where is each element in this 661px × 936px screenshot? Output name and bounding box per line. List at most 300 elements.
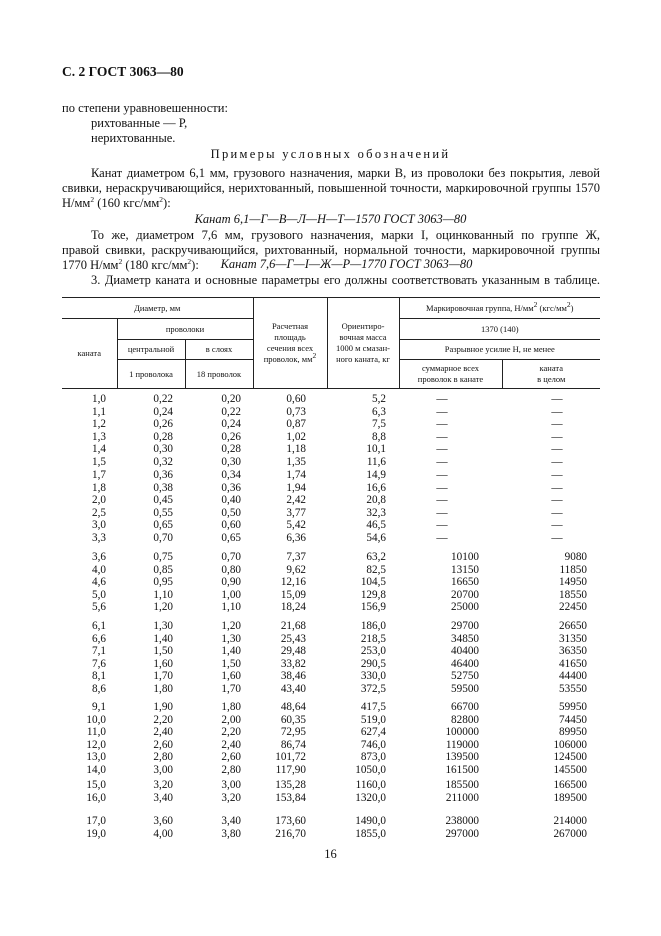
table-cell: 15,0 <box>86 779 106 791</box>
example-text: Канат диаметром 6,1 мм, грузового назначения, марки В, из проволоки без покрытия, левой <box>91 166 600 180</box>
table-cell: — <box>436 494 448 507</box>
th-diameter: Диаметр, мм <box>62 298 253 319</box>
table-cell: 3,80 <box>221 827 241 840</box>
table-cell: 6,6 <box>92 632 106 645</box>
table-cell: — <box>436 443 448 456</box>
table-cell: 3,20 <box>153 779 173 791</box>
table-cell: — <box>551 519 563 532</box>
table-cell: 36350 <box>559 645 587 658</box>
table-cell: 2,60 <box>221 751 241 764</box>
th-rope: каната <box>62 319 117 389</box>
table-cell: 0,28 <box>221 443 241 456</box>
table-cell: 1,10 <box>221 601 241 614</box>
table-cell: 1,90 <box>153 701 173 713</box>
table-row-group <box>62 620 600 696</box>
table-cell: 0,55 <box>153 506 173 519</box>
table-cell: 2,60 <box>153 738 173 751</box>
th-breaking-force: Разрывное усилие Н, не менее <box>399 340 600 360</box>
example-text: 1770 $Н/мм^2$ (180 кгс/$мм^2$): <box>62 256 199 272</box>
table-cell: 60,35 <box>280 713 306 726</box>
table-cell: 1490,0 <box>355 815 386 827</box>
table-cell: 54,6 <box>366 531 386 544</box>
table-cell: 0,36 <box>153 469 173 481</box>
table-cell: 238000 <box>445 815 479 827</box>
table-cell: — <box>436 430 448 443</box>
table-cell: 82,5 <box>366 563 386 576</box>
table-cell: 43,40 <box>280 682 306 695</box>
table-header <box>62 297 600 389</box>
table-cell: 14,0 <box>86 763 106 776</box>
table-cell: 18,24 <box>280 601 306 614</box>
table-cell: 7,1 <box>92 645 106 658</box>
table-cell: 3,6 <box>92 551 106 563</box>
table-cell: 2,20 <box>221 726 241 739</box>
table-cell: 6,1 <box>92 620 106 632</box>
table-cell: 1,80 <box>221 701 241 713</box>
table-cell: 1,00 <box>221 588 241 601</box>
table-row <box>62 815 600 828</box>
table-cell: 0,50 <box>221 506 241 519</box>
table-cell: 3,77 <box>286 506 306 519</box>
table-cell: 106000 <box>553 738 587 751</box>
table-cell: 7,5 <box>372 418 386 431</box>
table-cell: 0,24 <box>221 418 241 431</box>
table-cell: 627,4 <box>360 726 386 739</box>
table-cell: 0,30 <box>221 455 241 468</box>
table-cell: 119000 <box>445 738 479 751</box>
table-cell: — <box>436 418 448 431</box>
table-cell: 41650 <box>559 657 587 670</box>
table-cell: 1,74 <box>286 469 306 481</box>
table-cell: 0,34 <box>221 469 241 481</box>
table-cell: 2,5 <box>92 506 106 519</box>
table-cell: 253,0 <box>360 645 386 658</box>
table-row <box>62 589 600 602</box>
table-row <box>62 393 600 406</box>
example-text: $Н/мм^2$ (160 кгс/$мм^2$): <box>62 194 171 210</box>
table-cell: 38,46 <box>280 670 306 683</box>
table-cell: 0,73 <box>286 405 306 418</box>
table-cell: 9,1 <box>92 701 106 713</box>
table-row <box>62 633 600 646</box>
th-mass: Ориентиро- вочная масса 1000 м смазан- ного каната, кг <box>327 298 399 389</box>
table-cell: — <box>551 393 563 405</box>
table-cell: 0,40 <box>221 494 241 507</box>
table-cell: 12,0 <box>86 738 106 751</box>
th-1370: 1370 (140) <box>399 319 600 340</box>
table-cell: 14,9 <box>366 469 386 481</box>
table-cell: 11,6 <box>366 455 386 468</box>
table-cell: 1,3 <box>92 430 106 443</box>
table-cell: 0,80 <box>221 563 241 576</box>
table-cell: 1,40 <box>221 645 241 658</box>
table-cell: — <box>551 443 563 456</box>
table-cell: 21,68 <box>280 620 306 632</box>
table-cell: 161500 <box>445 763 479 776</box>
table-cell: 1,4 <box>92 443 106 456</box>
table-cell: 4,6 <box>92 576 106 589</box>
table-cell: 0,28 <box>153 430 173 443</box>
table-row <box>62 645 600 658</box>
table-cell: 185500 <box>445 779 479 791</box>
table-row <box>62 443 600 456</box>
table-cell: 1,30 <box>221 632 241 645</box>
clause-3: 3. Диаметр каната и основные параметры его должны соответствовать указанным в таблице. <box>91 273 600 287</box>
page-number: 16 <box>324 847 337 861</box>
table-cell: 0,85 <box>153 563 173 576</box>
table-cell: 34850 <box>451 632 479 645</box>
table-cell: 1,02 <box>286 430 306 443</box>
table-cell: 9080 <box>564 551 587 563</box>
table-cell: 211000 <box>445 791 479 804</box>
table-cell: 0,32 <box>153 455 173 468</box>
table-cell: 25,43 <box>280 632 306 645</box>
table-cell: — <box>436 469 448 481</box>
table-cell: 18550 <box>559 588 587 601</box>
table-cell: 20700 <box>451 588 479 601</box>
table-cell: 372,5 <box>360 682 386 695</box>
table-cell: 59950 <box>559 701 587 713</box>
table-row-group <box>62 393 600 469</box>
table-row <box>62 670 600 683</box>
example-text: правой свивки, раскручивающийся, рихтованный, нормальной точности, маркировочной группы <box>62 243 600 257</box>
table-cell: 189500 <box>553 791 587 804</box>
table-row <box>62 764 600 777</box>
table-cell: 135,28 <box>275 779 306 791</box>
example-code: Канат 7,6—Г—I—Ж—Р—1770 ГОСТ 3063—80 <box>220 257 473 271</box>
table-cell: 3,0 <box>92 519 106 532</box>
table-cell: 46400 <box>451 657 479 670</box>
table-cell: 1,0 <box>92 393 106 405</box>
table-cell: 17,0 <box>86 815 106 827</box>
table-cell: 52750 <box>451 670 479 683</box>
table-row <box>62 418 600 431</box>
table-cell: 1,60 <box>153 657 173 670</box>
table-cell: 2,80 <box>153 751 173 764</box>
table-cell: 156,9 <box>360 601 386 614</box>
table-row <box>62 507 600 520</box>
table-cell: 2,42 <box>286 494 306 507</box>
table-cell: — <box>551 455 563 468</box>
table-cell: 1,2 <box>92 418 106 431</box>
table-row <box>62 620 600 633</box>
table-cell: — <box>436 531 448 544</box>
table-cell: 145500 <box>553 763 587 776</box>
table-row <box>62 519 600 532</box>
table-cell: 2,20 <box>153 713 173 726</box>
table-cell: 218,5 <box>360 632 386 645</box>
intro-line: рихтованные — Р, <box>91 116 188 130</box>
table-row <box>62 469 600 482</box>
table-cell: 11850 <box>559 563 587 576</box>
table-row <box>62 701 600 714</box>
table-cell: 22450 <box>559 601 587 614</box>
table-cell: 0,60 <box>286 393 306 405</box>
table-cell: 25000 <box>451 601 479 614</box>
table-cell: 297000 <box>445 827 479 840</box>
table-cell: — <box>436 455 448 468</box>
table-cell: — <box>551 430 563 443</box>
table-cell: 1,20 <box>221 620 241 632</box>
table-cell: 10,0 <box>86 713 106 726</box>
table-cell: 519,0 <box>360 713 386 726</box>
table-cell: 31350 <box>559 632 587 645</box>
table-cell: 186,0 <box>360 620 386 632</box>
table-cell: 32,3 <box>366 506 386 519</box>
table-cell: 1,40 <box>153 632 173 645</box>
th-sum: суммарное всех проволок в канате <box>399 360 502 389</box>
table-cell: 100000 <box>445 726 479 739</box>
table-cell: 5,42 <box>286 519 306 532</box>
table-cell: 53550 <box>559 682 587 695</box>
table-cell: — <box>551 531 563 544</box>
table-cell: — <box>551 506 563 519</box>
table-cell: 72,95 <box>280 726 306 739</box>
table-cell: 1320,0 <box>355 791 386 804</box>
table-cell: 13,0 <box>86 751 106 764</box>
table-cell: 1,50 <box>153 645 173 658</box>
table-cell: 101,72 <box>275 751 306 764</box>
table-row <box>62 828 600 841</box>
table-cell: 2,80 <box>221 763 241 776</box>
table-cell: 16650 <box>451 576 479 589</box>
table-cell: — <box>436 405 448 418</box>
table-cell: 29700 <box>451 620 479 632</box>
table-cell: 3,40 <box>153 791 173 804</box>
table-cell: 11,0 <box>86 726 106 739</box>
table-cell: 12,16 <box>280 576 306 589</box>
table-row <box>62 779 600 792</box>
table-row <box>62 406 600 419</box>
example-text: свивки, нераскручивающийся, нерихтованный, повышенной точности, маркировочной группы 1570 <box>62 181 600 195</box>
table-cell: 2,40 <box>153 726 173 739</box>
table-cell: 16,0 <box>86 791 106 804</box>
table-cell: 216,70 <box>275 827 306 840</box>
table-cell: 0,70 <box>153 531 173 544</box>
table-cell: 173,60 <box>275 815 306 827</box>
table-cell: 5,2 <box>372 393 386 405</box>
table-cell: 15,09 <box>280 588 306 601</box>
table-cell: 1,80 <box>153 682 173 695</box>
table-row <box>62 658 600 671</box>
table-cell: 214000 <box>553 815 587 827</box>
th-rope-whole: каната в целом <box>502 360 600 389</box>
table-cell: 153,84 <box>275 791 306 804</box>
table-cell: 74450 <box>559 713 587 726</box>
table-cell: — <box>436 506 448 519</box>
table-cell: 0,45 <box>153 494 173 507</box>
table-cell: 2,0 <box>92 494 106 507</box>
table-cell: 139500 <box>445 751 479 764</box>
table-cell: 1,70 <box>221 682 241 695</box>
table-row-group <box>62 701 600 777</box>
table-cell: 0,87 <box>286 418 306 431</box>
table-cell: 290,5 <box>360 657 386 670</box>
table-cell: 2,00 <box>221 713 241 726</box>
table-cell: 59500 <box>451 682 479 695</box>
th-layers: в слоях <box>185 340 253 360</box>
th-central: центральной <box>117 340 185 360</box>
table-cell: — <box>551 418 563 431</box>
table-cell: 5,0 <box>92 588 106 601</box>
table-cell: 1,8 <box>92 481 106 494</box>
table-cell: — <box>436 393 448 405</box>
table-row <box>62 683 600 696</box>
table-cell: 0,24 <box>153 405 173 418</box>
table-row <box>62 551 600 564</box>
table-cell: 1160,0 <box>355 779 386 791</box>
table-cell: 0,22 <box>221 405 241 418</box>
intro-line: нерихтованные. <box>91 131 176 145</box>
table-cell: 1,7 <box>92 469 106 481</box>
table-row <box>62 739 600 752</box>
table-cell: 4,0 <box>92 563 106 576</box>
th-area: Расчетная площадь сечения всех проволок, $мм^2$ <box>253 298 327 389</box>
table-cell: 66700 <box>451 701 479 713</box>
table-cell: 0,95 <box>153 576 173 589</box>
table-cell: — <box>436 519 448 532</box>
table-cell: 3,60 <box>153 815 173 827</box>
table-cell: 48,64 <box>280 701 306 713</box>
table-cell: 8,1 <box>92 670 106 683</box>
table-cell: 63,2 <box>366 551 386 563</box>
table-cell: 5,6 <box>92 601 106 614</box>
table-cell: 0,65 <box>221 531 241 544</box>
table-cell: 104,5 <box>360 576 386 589</box>
table-cell: 9,62 <box>286 563 306 576</box>
table-row <box>62 482 600 495</box>
table-cell: 0,30 <box>153 443 173 456</box>
table-cell: 14950 <box>559 576 587 589</box>
table-row-group <box>62 469 600 545</box>
table-row <box>62 751 600 764</box>
table-cell: 1,10 <box>153 588 173 601</box>
table-cell: 1,70 <box>153 670 173 683</box>
table-cell: 3,3 <box>92 531 106 544</box>
intro-line: по степени уравновешенности: <box>62 101 228 115</box>
table-cell: 4,00 <box>153 827 173 840</box>
table-cell: 0,26 <box>221 430 241 443</box>
th-18wire: 18 проволок <box>185 360 253 389</box>
table-cell: 7,37 <box>286 551 306 563</box>
table-cell: 44400 <box>559 670 587 683</box>
table-cell: 166500 <box>553 779 587 791</box>
table-cell: 0,60 <box>221 519 241 532</box>
table-cell: 117,90 <box>275 763 306 776</box>
table-cell: 10100 <box>451 551 479 563</box>
table-cell: 7,6 <box>92 657 106 670</box>
table-cell: 6,3 <box>372 405 386 418</box>
table-cell: 1,60 <box>221 670 241 683</box>
page-header: С. 2 ГОСТ 3063—80 <box>62 64 184 79</box>
table-cell: 1,20 <box>153 601 173 614</box>
table-cell: 330,0 <box>360 670 386 683</box>
table-row <box>62 431 600 444</box>
table-cell: 124500 <box>553 751 587 764</box>
table-cell: 29,48 <box>280 645 306 658</box>
table-cell: 2,40 <box>221 738 241 751</box>
table-cell: — <box>551 469 563 481</box>
table-row <box>62 601 600 614</box>
table-cell: 873,0 <box>360 751 386 764</box>
table-cell: 3,00 <box>153 763 173 776</box>
table-cell: 1,94 <box>286 481 306 494</box>
table-cell: 1,5 <box>92 455 106 468</box>
table-cell: 0,20 <box>221 393 241 405</box>
table-cell: 33,82 <box>280 657 306 670</box>
table-row-group <box>62 779 600 804</box>
table-cell: 1855,0 <box>355 827 386 840</box>
table-row <box>62 494 600 507</box>
table-cell: 1,1 <box>92 405 106 418</box>
th-marking-group: Маркировочная группа, $Н/мм^2$ $(кгс/мм^2)$ <box>399 298 600 319</box>
table-cell: 0,70 <box>221 551 241 563</box>
table-cell: 417,5 <box>360 701 386 713</box>
table-cell: 46,5 <box>366 519 386 532</box>
table-cell: — <box>551 481 563 494</box>
example-code: Канат 6,1—Г—В—Л—Н—Т—1570 ГОСТ 3063—80 <box>194 212 467 226</box>
table-cell: 1,18 <box>286 443 306 456</box>
table-row-group <box>62 551 600 614</box>
table-cell: 20,8 <box>366 494 386 507</box>
table-cell: 0,26 <box>153 418 173 431</box>
th-wire: проволоки <box>117 319 253 340</box>
table-cell: — <box>551 405 563 418</box>
table-cell: 8,8 <box>372 430 386 443</box>
table-cell: 89950 <box>559 726 587 739</box>
table-cell: 3,40 <box>221 815 241 827</box>
table-cell: 267000 <box>553 827 587 840</box>
table-cell: 746,0 <box>360 738 386 751</box>
table-cell: — <box>551 494 563 507</box>
table-row <box>62 456 600 469</box>
table-cell: 1,35 <box>286 455 306 468</box>
table-cell: 0,75 <box>153 551 173 563</box>
table-cell: 19,0 <box>86 827 106 840</box>
table-row <box>62 714 600 727</box>
table-cell: 0,90 <box>221 576 241 589</box>
table-cell: 8,6 <box>92 682 106 695</box>
table-row <box>62 564 600 577</box>
table-cell: 16,6 <box>366 481 386 494</box>
table-cell: 6,36 <box>286 531 306 544</box>
table-cell: 3,00 <box>221 779 241 791</box>
table-cell: 26650 <box>559 620 587 632</box>
table-cell: 3,20 <box>221 791 241 804</box>
table-cell: 13150 <box>451 563 479 576</box>
examples-title: Примеры условных обозначений <box>210 147 451 161</box>
table-cell: 0,22 <box>153 393 173 405</box>
table-cell: 40400 <box>451 645 479 658</box>
table-cell: 129,8 <box>360 588 386 601</box>
table-cell: 82800 <box>451 713 479 726</box>
table-cell: 0,38 <box>153 481 173 494</box>
table-row <box>62 576 600 589</box>
table-cell: 86,74 <box>280 738 306 751</box>
table-cell: 1,50 <box>221 657 241 670</box>
table-cell: — <box>436 481 448 494</box>
table-cell: 0,65 <box>153 519 173 532</box>
table-row-group <box>62 815 600 840</box>
table-row <box>62 792 600 805</box>
table-cell: 1,30 <box>153 620 173 632</box>
example-text: То же, диаметром 7,6 мм, грузового назначения, марки I, оцинкованный по группе Ж, <box>91 228 600 242</box>
table-cell: 1050,0 <box>355 763 386 776</box>
table-cell: 10,1 <box>366 443 386 456</box>
table-row <box>62 726 600 739</box>
th-1wire: 1 проволока <box>117 360 185 389</box>
table-cell: 0,36 <box>221 481 241 494</box>
